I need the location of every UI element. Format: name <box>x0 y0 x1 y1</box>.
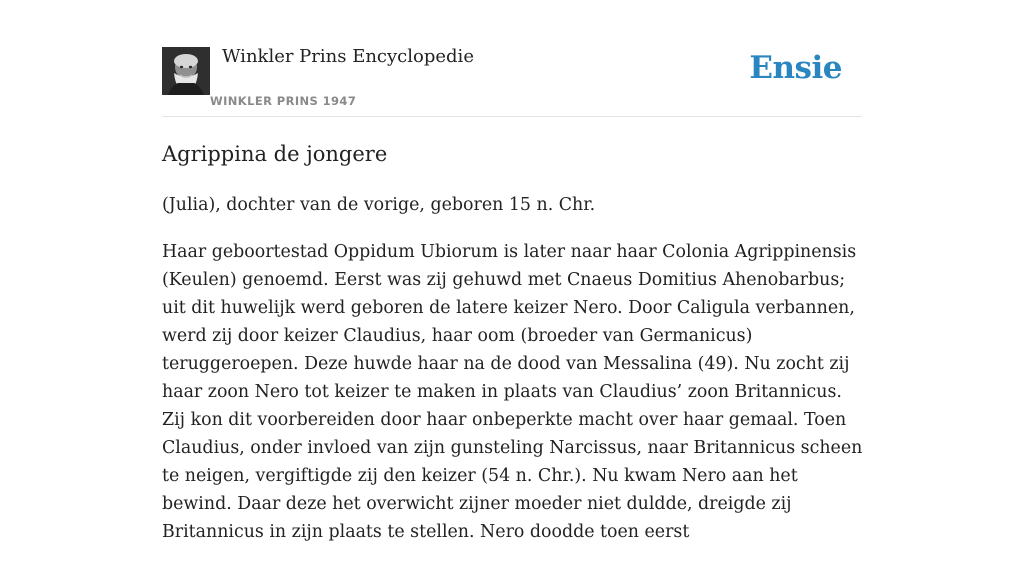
article-intro: (Julia), dochter van de vorige, geboren 15 n. Chr. <box>162 195 596 215</box>
article <box>162 138 864 565</box>
source-title-link[interactable]: Winkler Prins Encyclopedie <box>222 46 474 67</box>
header <box>162 0 862 117</box>
article-title: Agrippina de jongere <box>162 142 388 166</box>
brand-logo[interactable]: Ensie <box>749 50 842 86</box>
author-avatar[interactable] <box>162 47 210 95</box>
bearded-man-portrait-icon <box>162 47 210 95</box>
article-body: Haar geboortestad Oppidum Ubiorum is later naar haar Colonia Agrippinensis (Keulen) genoemd. Eerst was zij gehuwd met Cnaeus Domitius Ahenobarbus; uit dit huwelijk werd geboren de latere keizer Nero. Door Caligula verbannen, werd zij door keizer Claudius, haar oom (broeder van Germanicus) teruggeroepen. Deze huwde haar na de dood van Messalina (49). Nu zocht zij haar zoon Nero tot keizer te maken in plaats van Claudius’ zoon Britannicus. Zij kon dit voorbereiden door haar onbeperkte macht over haar gemaal. Toen Claudius, onder invloed van zijn gunsteling Narcissus, naar Britannicus scheen te neigen, vergiftigde zij den keizer (54 n. Chr.). Nu kwam Nero aan het bewind. Daar deze het overwicht zijner moeder niet duldde, dreigde zij Britannicus in zijn plaats te stellen. Nero doodde toen eerst <box>162 242 863 542</box>
source-subtitle: WINKLER PRINS 1947 <box>210 94 357 108</box>
